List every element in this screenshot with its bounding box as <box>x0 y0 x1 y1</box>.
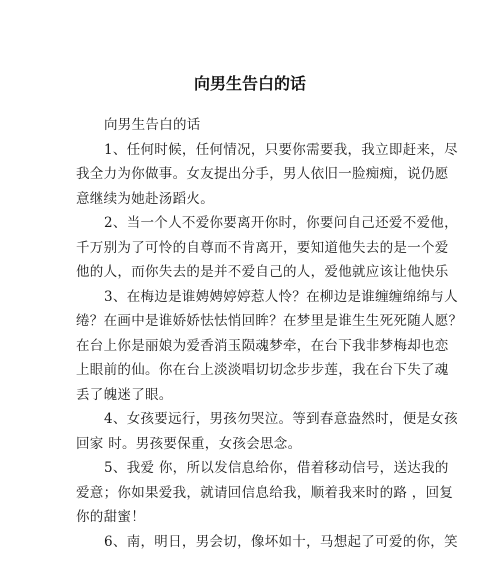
text-line: 上眼前的仙。你在台上淡淡唱切切念步步莲，我在台下失了魂 <box>76 362 449 378</box>
text-line: 向男生告白的话 <box>104 117 201 133</box>
text-line: 丢了魄迷了眼。 <box>76 386 173 403</box>
text-line: 他的人，而你失去的是并不爱自己的人，爱他就应该让他快乐 <box>76 264 449 280</box>
paragraph-1 <box>76 138 458 212</box>
paragraph-6 <box>76 530 458 555</box>
document-title: 向男生告白的话 <box>193 74 306 93</box>
text-line: 意继续为她赴汤蹈火。 <box>76 190 214 207</box>
text-line: 4、女孩要远行，男孩勿哭泣。等到春意盎然时，便是女孩 <box>104 411 458 427</box>
paragraph-5 <box>76 456 454 530</box>
text-line: 在台上你是丽娘为爱香消玉陨魂梦牵，在台下我非梦梅却也恋 <box>76 337 449 354</box>
document-body <box>76 113 463 554</box>
text-line: 我全力为你做事。女友提出分手，男人依旧一脸痴痴，说仍愿 <box>76 166 449 182</box>
text-line: 2、当一个人不爱你要离开你时，你要问自己还爱不爱他， <box>104 215 458 231</box>
text-line: 你的甜蜜！ <box>76 509 145 525</box>
text-line: 绻？在画中是谁娇娇怯怯悄回眸？在梦里是谁生生死死随人愿？ <box>76 313 463 329</box>
text-line: 5、我爱 你，所以发信息给你，借着移动信号，送达我的 <box>104 460 449 476</box>
text-line: 千万别为了可怜的自尊而不肯离开，要知道他失去的是一个爱 <box>76 239 449 256</box>
text-line: 6、南，明日，男会切，像坏如十，马想起了可爱的你，笑 <box>104 533 458 550</box>
text-line: 爱意；你如果爱我，就请回信息给我，顺着我来时的路 ，回复 <box>76 484 454 501</box>
paragraph-heading <box>76 113 428 138</box>
paragraph-4 <box>76 407 458 456</box>
text-line: 3、在梅边是谁娉娉婷婷惹人怜？在柳边是谁缠缠绵绵与人 <box>104 288 458 305</box>
paragraph-2 <box>76 211 458 285</box>
text-line: 1、任何时候，任何情况，只要你需要我，我立即赶来，尽 <box>104 141 458 158</box>
text-line: 回家 时。男孩要保重，女孩会思念。 <box>76 435 302 452</box>
paragraph-3 <box>76 285 463 408</box>
